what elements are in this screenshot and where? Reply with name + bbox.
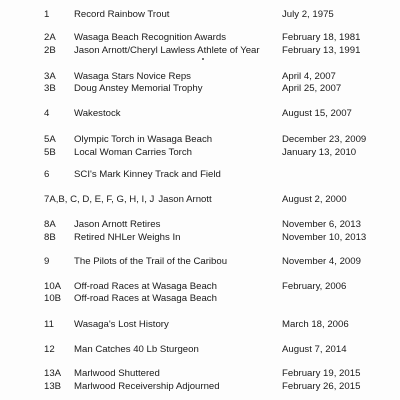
item-title: The Pilots of the Trail of the Caribou [74, 256, 228, 267]
item-number: 5A [44, 134, 56, 145]
item-date: February 26, 2015 [282, 381, 361, 392]
item-date: February, 2006 [282, 281, 347, 292]
item-date: November 10, 2013 [282, 232, 367, 243]
list-item [0, 44, 400, 58]
item-date: November 4, 2009 [282, 256, 361, 267]
item-title: Record Rainbow Trout [74, 9, 170, 20]
item-number: 12 [44, 344, 55, 355]
list-item [0, 318, 400, 332]
item-date: January 13, 2010 [282, 147, 357, 158]
item-date: February 19, 2015 [282, 368, 361, 379]
item-date: March 18, 2006 [282, 319, 349, 330]
item-title: Olympic Torch in Wasaga Beach [74, 134, 213, 145]
item-title: Man Catches 40 Lb Sturgeon [74, 344, 199, 355]
item-number: 11 [44, 319, 54, 330]
item-date: July 2, 1975 [282, 9, 334, 20]
list-item [0, 255, 400, 269]
list-item [0, 292, 400, 306]
list-item [0, 146, 400, 160]
item-number: 10A [44, 281, 62, 292]
item-number: 9 [44, 256, 50, 267]
item-number: 1 [44, 9, 50, 20]
item-title: Jason Arnott/Cheryl Lawless Athlete of Year [74, 45, 260, 56]
item-title: Marlwood Receivership Adjourned [74, 381, 220, 392]
list-item [0, 8, 400, 22]
item-date: November 6, 2013 [282, 219, 361, 230]
item-title: Doug Anstey Memorial Trophy [74, 83, 203, 94]
item-title: Wasaga's Lost History [74, 319, 169, 330]
item-date: December 23, 2009 [282, 134, 367, 145]
list-item [0, 218, 400, 232]
list-item [0, 107, 400, 121]
item-number: 8A [44, 219, 56, 230]
list-item [0, 133, 400, 147]
list-item [0, 231, 400, 245]
list-item [0, 380, 400, 394]
item-title: Marlwood Shuttered [74, 368, 160, 379]
list-item [0, 31, 400, 45]
item-title: Local Woman Carries Torch [74, 147, 193, 158]
item-number: 13B [44, 381, 62, 392]
list-item [0, 367, 400, 381]
item-date: August 15, 2007 [282, 108, 352, 119]
item-number: 6 [44, 169, 50, 180]
item-number: 13A [44, 368, 62, 379]
item-number: 4 [44, 108, 50, 119]
item-date: August 7, 2014 [282, 344, 347, 355]
list-item [0, 343, 400, 357]
item-number: 3A [44, 71, 56, 82]
item-title: Off-road Races at Wasaga Beach [74, 281, 217, 292]
item-title: Off-road Races at Wasaga Beach [74, 293, 217, 304]
item-number: 5B [44, 147, 56, 158]
item-date: April 4, 2007 [282, 71, 336, 82]
list-item [0, 193, 400, 207]
item-date: August 2, 2000 [282, 194, 347, 205]
item-number: 2B [44, 45, 56, 56]
item-title: Wasaga Beach Recognition Awards [74, 32, 226, 43]
list-item [0, 82, 400, 96]
item-title: Wakestock [74, 108, 121, 119]
item-title: Jason Arnott [158, 194, 212, 205]
item-number: 8B [44, 232, 56, 243]
list-item [0, 168, 400, 182]
item-date: February 13, 1991 [282, 45, 361, 56]
item-title: Wasaga Stars Novice Reps [74, 71, 191, 82]
item-title: Jason Arnott Retires [74, 219, 161, 230]
item-number: 2A [44, 32, 56, 43]
item-title: Retired NHLer Weighs In [74, 232, 181, 243]
item-title: SCI's Mark Kinney Track and Field [74, 169, 221, 180]
item-number: 7A,B, C, D, E, F, G, H, I, J [44, 194, 155, 205]
scan-speck [202, 58, 204, 60]
item-number: 10B [44, 293, 62, 304]
item-date: April 25, 2007 [282, 83, 342, 94]
item-date: February 18, 1981 [282, 32, 361, 43]
item-number: 3B [44, 83, 56, 94]
